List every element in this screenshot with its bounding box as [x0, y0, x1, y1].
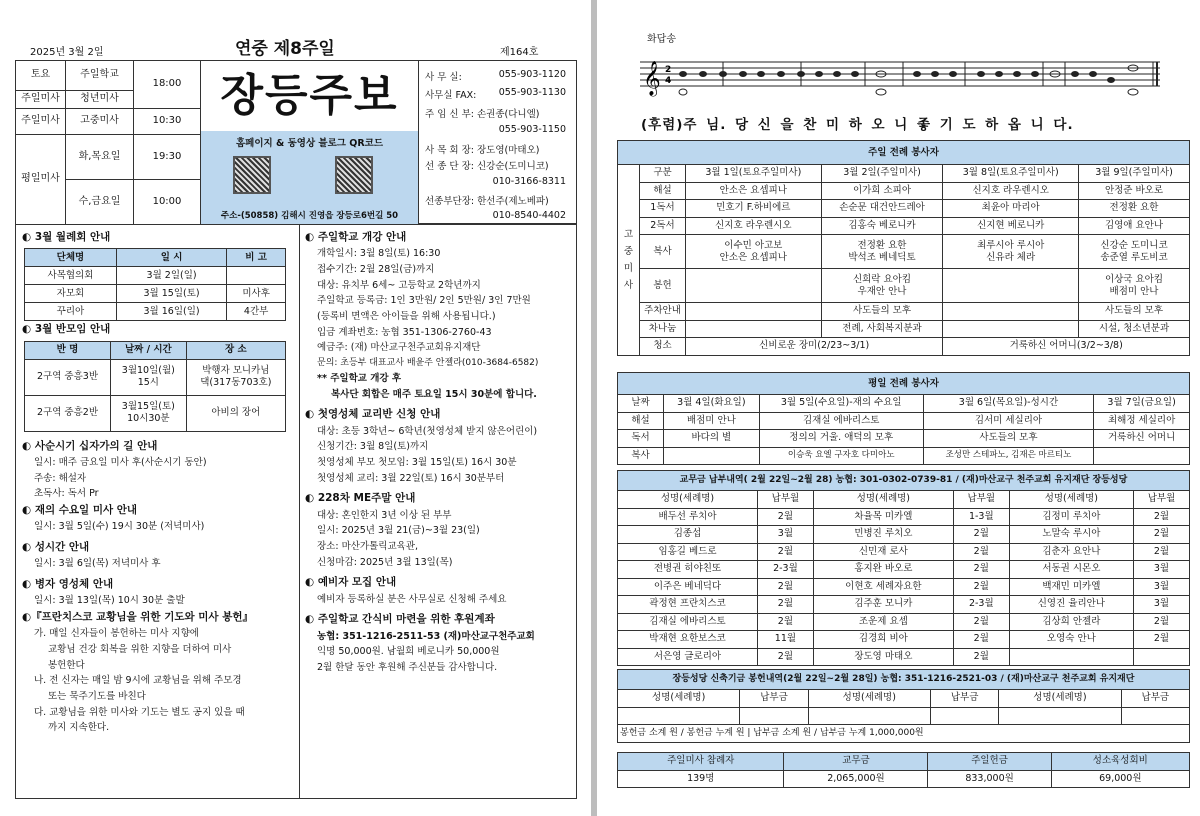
homepage-qr-icon[interactable]: [233, 156, 271, 194]
cell: 성소육성회비: [1051, 753, 1189, 771]
cell: [186, 359, 285, 395]
cell: 1-3월: [953, 508, 1009, 526]
cell: 납부금: [740, 690, 808, 708]
cell: 납부월: [757, 491, 813, 509]
cell: 김상희 안젤라: [1009, 613, 1133, 631]
cell: 2월: [953, 631, 1009, 649]
contact-label: 선종부단장: 한선주(제노베파): [425, 196, 549, 207]
cell: 2월: [1133, 543, 1189, 561]
text-line: 대상: 유치부 6세~ 고등학교 2학년까지: [317, 279, 481, 291]
contact-label: 사 목 회 장: 장도영(마태오): [425, 145, 540, 156]
cell: 성명(세례명): [999, 690, 1121, 708]
cell: 신지호 라우렌시오: [686, 217, 822, 235]
cell: [999, 707, 1121, 725]
table-row: [618, 526, 1190, 544]
snack-fund-title: ◐ 주일학교 간식비 마련을 위한 후원계좌: [305, 613, 495, 626]
cell: 3월: [757, 526, 813, 544]
cell: 자모회: [25, 285, 117, 303]
contact-value: 010-3166-8311: [492, 176, 566, 187]
cell: 3월 1일(토요주일미사): [686, 165, 822, 183]
text-line: 첫영성체 교리: 3월 22일(토) 16시 30분부터: [317, 472, 505, 484]
cell: 1독서: [640, 200, 686, 218]
place-detail: 댁(317동703호): [200, 377, 272, 389]
table-row: [618, 613, 1190, 631]
cell: 수,금요일: [66, 180, 134, 225]
cell: 노말숙 루시아: [1009, 526, 1133, 544]
cell: 김종섭: [618, 526, 758, 544]
cell: 2-3월: [953, 596, 1009, 614]
table-row: [618, 508, 1190, 526]
cell: 신희락 요아킴 우재안 안나: [821, 269, 943, 303]
cell: 3월 2일(주일미사): [821, 165, 943, 183]
cell: 시설, 청소년분과: [1079, 320, 1190, 338]
text-line: 대상: 혼인한지 3년 이상 된 부부: [317, 509, 452, 521]
cell: 복사: [618, 447, 664, 465]
time-signature: 4: [665, 76, 672, 86]
time: 10시30분: [127, 413, 170, 425]
cell: 교무금: [784, 753, 928, 771]
text-line: ** 주일학교 개강 후: [317, 372, 402, 384]
cell: 배점미 안나: [664, 412, 760, 430]
issue-number: 제164호: [500, 47, 539, 58]
right-page: [597, 0, 1200, 816]
text-line: 복사단 회합은 매주 토요일 15시 30분에 합니다.: [331, 388, 537, 400]
text-line: 일시: 2025년 3월 21(금)~3월 23(일): [317, 525, 480, 537]
way-of-cross-title: ◐ 사순시기 십자가의 길 안내: [22, 439, 158, 452]
cell: 안정준 바오로: [1079, 182, 1190, 200]
cell: 신영진 율리안나: [1009, 596, 1133, 614]
cell: 미사후: [227, 285, 286, 303]
cell: 사도들의 모후: [923, 430, 1094, 448]
cell: 3월 15일(토): [116, 285, 226, 303]
cell: 2월: [953, 648, 1009, 666]
cell: 3월 8일(토요주일미사): [943, 165, 1079, 183]
contact-info: [419, 60, 577, 224]
cell: 임홍길 베드로: [618, 543, 758, 561]
th: 단체명: [25, 249, 117, 267]
cell: 김춘자 요안나: [1009, 543, 1133, 561]
cell: 이승욱 요엘 구자호 다미아노: [759, 447, 923, 465]
cell: 최윤아 마리아: [943, 200, 1079, 218]
th: 비 고: [227, 249, 286, 267]
text-line: 익명 50,000원. 남월희 베로니카 50,000원: [317, 646, 500, 658]
place: 박행자 모니카님: [202, 365, 270, 377]
cell: 2구역 중흥3반: [25, 359, 111, 395]
pope-prayer-title: ◐『프란치스코 교황님을 위한 기도와 미사 봉헌』: [22, 610, 254, 623]
cell: 신지호 라우렌시오: [943, 182, 1079, 200]
cell: 최루시아 루시아 신유라 체라: [943, 235, 1079, 269]
table-title: 주일 전례 봉사자: [618, 141, 1190, 165]
text-line: 주송: 해설자: [34, 472, 87, 484]
cell: 2월: [953, 613, 1009, 631]
table-row: [618, 561, 1190, 579]
cell: 2월: [1133, 508, 1189, 526]
group-meeting-table: [24, 341, 286, 432]
cell: 전정환 요한 박석조 베네딕토: [821, 235, 943, 269]
cell: 고중미사: [66, 109, 134, 135]
qr-label: 홈페이지 & 동영상 블로그 QR코드: [235, 138, 384, 149]
cell: 2월: [757, 508, 813, 526]
bulletin-date: 2025년 3월 2일: [30, 47, 104, 58]
church-dues-table: [617, 470, 1190, 666]
text-line: 접수기간: 2월 28일(금)까지: [317, 263, 435, 275]
cell: 꾸리아: [25, 303, 117, 321]
cell: 홍지완 바오로: [813, 561, 953, 579]
cell: [686, 320, 822, 338]
cell: 김경희 비아: [813, 631, 953, 649]
cell: 3월: [1133, 561, 1189, 579]
holy-hour-title: ◐ 성시간 안내: [22, 540, 90, 553]
text-line: 신청마감: 2025년 3월 13일(목): [317, 556, 453, 568]
cell: 139명: [618, 770, 784, 788]
cell: 신민재 로사: [813, 543, 953, 561]
cell: 서은영 글로리아: [618, 648, 758, 666]
cell: 안소은 요셉피나: [686, 182, 822, 200]
cell: 정의의 거울. 애덕의 모후: [759, 430, 923, 448]
cell: 민호기 F.하비에르: [686, 200, 822, 218]
text-line: 일시: 매주 금요일 미사 후(사순시기 동안): [34, 456, 207, 468]
contact-label: 사 무 실:: [425, 72, 462, 83]
bulletin-logo-box: [201, 60, 419, 224]
cell: [664, 447, 760, 465]
cell: 청소: [640, 338, 686, 356]
text-line: 2월 한달 동안 후원해 주신분들 감사합니다.: [317, 661, 498, 673]
cell: 전정환 요한: [1079, 200, 1190, 218]
text-line: 입금 계좌번호: 농협 351-1306-2760-43: [317, 326, 492, 338]
cell: 2월: [757, 596, 813, 614]
table-title: 교무금 납부내역( 2월 22일~2월 28) 농협: 301-0302-0739-81 / (재)마산교구 천주교회 유지재단 장등성당: [618, 471, 1190, 491]
cell: [1121, 707, 1189, 725]
cell: 청년미사: [66, 91, 134, 109]
cell: 차나눔: [640, 320, 686, 338]
catechumen-title: ◐ 예비자 모집 안내: [305, 576, 397, 589]
responsorial-psalm-label: 화답송: [647, 34, 676, 45]
cell: 화,목요일: [66, 135, 134, 180]
cell: 10:30: [134, 109, 201, 135]
cell: [943, 320, 1079, 338]
ash-wednesday-title: ◐ 재의 수요일 미사 안내: [22, 503, 138, 516]
text-line: 초독사: 독서 Pr: [34, 488, 99, 500]
column-divider: [299, 225, 300, 798]
text-line: 문의: 초등부 대표교사 배윤주 안젤라(010-3684-6582): [317, 358, 539, 369]
qr-area: [201, 131, 418, 225]
table-row: [618, 596, 1190, 614]
cell: 서동권 시몬오: [1009, 561, 1133, 579]
cell: 박재현 요한보스코: [618, 631, 758, 649]
text-line: 일시: 3월 13일(목) 10시 30분 출발: [34, 595, 185, 607]
cell: 2월: [953, 543, 1009, 561]
monthly-meeting-table: [24, 248, 286, 321]
text-line: 예금주: (재) 마산교구천주교회유지재단: [317, 342, 481, 354]
cell: 4간부: [227, 303, 286, 321]
text-line: 또는 묵주기도를 바친다: [48, 690, 146, 702]
cell: 구분: [640, 165, 686, 183]
th: 장 소: [186, 341, 285, 359]
cell: 김영애 요안나: [1079, 217, 1190, 235]
contact-value: 010-8540-4402: [492, 210, 566, 221]
cell: 김홍숙 베로니카: [821, 217, 943, 235]
time-signature: 2: [665, 65, 672, 75]
cell: 3월 7일(금요일): [1094, 395, 1190, 413]
text-line: 예비자 등록하실 분은 사무실로 신청해 주세요: [317, 593, 507, 605]
school-opening-title: ◐ 주일학교 개강 안내: [305, 231, 407, 243]
table-row: [618, 648, 1190, 666]
announcement-columns: [15, 224, 577, 799]
cell: [930, 707, 998, 725]
cell: 바다의 별: [664, 430, 760, 448]
contact-value: 055-903-1150: [498, 124, 566, 135]
video-blog-qr-icon[interactable]: [335, 156, 373, 194]
text-line: 다. 교황님을 위한 미사와 기도는 별도 공지 있을 때: [34, 706, 245, 718]
cell: 사도들의 모후: [821, 303, 943, 321]
contact-label: 사무실 FAX:: [425, 90, 477, 101]
cell: [740, 707, 808, 725]
cell: 해설: [618, 412, 664, 430]
cell: 성명(세례명): [813, 491, 953, 509]
text-line: 첫영성체 부모 첫모임: 3월 15일(토) 16시 30분: [317, 456, 517, 468]
cell: 69,000원: [1051, 770, 1189, 788]
cell: 백재민 미카엘: [1009, 578, 1133, 596]
top-info-box: [15, 60, 577, 224]
cell: 이가희 소피아: [821, 182, 943, 200]
cell: [227, 267, 286, 285]
th: 일 시: [116, 249, 226, 267]
cell: 곽정현 프란치스코: [618, 596, 758, 614]
cell: 18:00: [134, 61, 201, 109]
cell: 납부월: [1133, 491, 1189, 509]
cell: [618, 707, 740, 725]
me-weekend-title: ◐ 228차 ME주말 안내: [305, 492, 416, 505]
cell: 10:00: [134, 180, 201, 225]
treble-clef-icon: 𝄞: [643, 61, 661, 96]
table-row: [618, 543, 1190, 561]
table-row: [618, 631, 1190, 649]
cell: 11월: [757, 631, 813, 649]
text-line: 주일학교 등록금: 1인 3만원/ 2인 5만원/ 3인 7만원: [317, 295, 531, 307]
table-title: 장등성당 신축기금 봉헌내역(2월 22일~2월 28일) 농협: 351-1216-2521-03 / (재)마산교구 천주교회 유지재단: [618, 670, 1190, 690]
cell: 주차안내: [640, 303, 686, 321]
cell: 독서: [618, 430, 664, 448]
sunday-servers-table: [617, 140, 1190, 356]
date: 3월15일(토): [121, 401, 175, 413]
cell: 이현호 세례자요한: [813, 578, 953, 596]
cell: 2월: [757, 543, 813, 561]
cell: 성명(세례명): [808, 690, 930, 708]
cell: [808, 707, 930, 725]
cell: 사목협의회: [25, 267, 117, 285]
cell: 주일학교: [66, 61, 134, 91]
cell: 장도영 마태오: [813, 648, 953, 666]
cell: 주일미사 참례자: [618, 753, 784, 771]
cell: 납부월: [953, 491, 1009, 509]
contact-label: 주 임 신 부: 손권종(다니엘): [425, 109, 540, 120]
cell: [1009, 648, 1133, 666]
cell: 주일헌금: [928, 753, 1051, 771]
cell: 전례, 사회복지분과: [821, 320, 943, 338]
cell: 2-3월: [757, 561, 813, 579]
cell: 손순문 대건안드레아: [821, 200, 943, 218]
cell: 3월: [1133, 596, 1189, 614]
cell: 성명(세례명): [618, 491, 758, 509]
middle-column: [305, 229, 573, 676]
building-fund-table: [617, 669, 1190, 743]
cell: 신비로운 장미(2/23~3/1): [686, 338, 943, 356]
cell: 신강순 도미니코 송준열 루도비코: [1079, 235, 1190, 269]
text-line: 일시: 3월 6일(목) 저녁미사 후: [34, 558, 161, 570]
cell: 최해정 세실리아: [1094, 412, 1190, 430]
cell: 833,000원: [928, 770, 1051, 788]
cell: 3월 16일(일): [116, 303, 226, 321]
group-meeting-title: ◐ 3월 반모임 안내: [22, 323, 111, 336]
cell: 김서미 세실리아: [923, 412, 1094, 430]
cell: 아비의 장어: [186, 395, 285, 431]
cell: 평일미사: [16, 135, 66, 225]
text-line: 농협: 351-1216-2511-53 (재)마산교구천주교회: [317, 630, 535, 642]
page-title: 연중 제8주일: [235, 39, 335, 59]
cell: [111, 359, 187, 395]
contact-value: 055-903-1130: [498, 87, 566, 98]
music-staff: [635, 48, 1165, 104]
cell: [943, 269, 1079, 303]
cell: 성명(세례명): [618, 690, 740, 708]
text-line: 일시: 3월 5일(수) 19시 30분 (저녁미사): [34, 521, 205, 533]
cell: 거룩하신 어머니: [1094, 430, 1190, 448]
cell: 주일미사: [16, 109, 66, 135]
cell: [686, 269, 822, 303]
cell: 이수민 아고보 안소은 요셉피나: [686, 235, 822, 269]
text-line: 개학일시: 3월 8일(토) 16:30: [317, 248, 441, 260]
text-line: 가. 매일 신자들이 봉헌하는 미사 지향에: [34, 628, 199, 640]
text-line: 나. 전 신자는 매일 밤 9시에 교황님을 위해 주모경: [34, 675, 242, 687]
cell: 김정미 루치아: [1009, 508, 1133, 526]
cell: 2월: [1133, 526, 1189, 544]
first-communion-title: ◐ 첫영성체 교리반 신청 안내: [305, 408, 441, 421]
dues-rows: [618, 508, 1190, 666]
cell: [943, 303, 1079, 321]
contact-value: 055-903-1120: [498, 69, 566, 80]
mass-schedule-table: [15, 60, 201, 225]
contact-label: 선 종 단 장: 신강순(도미니코): [425, 161, 549, 172]
date: 3월10일(월): [121, 365, 175, 377]
side-label: 고 중 미 사: [618, 165, 640, 356]
cell: 19:30: [134, 135, 201, 180]
table-row: [618, 578, 1190, 596]
cell: 납부금: [930, 690, 998, 708]
cell: 이주은 베네딕다: [618, 578, 758, 596]
cell: 3월 6일(목요일)-성시간: [923, 395, 1094, 413]
table-title: 평일 전례 봉사자: [618, 373, 1190, 395]
cell: 주일미사: [16, 91, 66, 109]
monthly-meeting-title: ◐ 3월 월례회 안내: [22, 231, 111, 243]
cell: 2월: [953, 561, 1009, 579]
bulletin-logo: 장등주보: [201, 61, 418, 131]
cell: 조성만 스테파노, 김재은 마르티노: [923, 447, 1094, 465]
text-line: 장소: 마산가톨릭교육관,: [317, 540, 419, 552]
weekday-servers-table: [617, 372, 1190, 465]
cell: 3월 5일(수요일)-재의 수요일: [759, 395, 923, 413]
cell: 김재실 에바리스토: [759, 412, 923, 430]
cell: [111, 395, 187, 431]
cell: 민병진 루치오: [813, 526, 953, 544]
cell: 김재실 에바리스토: [618, 613, 758, 631]
text-line: 봉헌한다: [48, 659, 85, 671]
cell: 2월: [1133, 631, 1189, 649]
th: 반 명: [25, 341, 111, 359]
church-address: 주소-(50858) 김해시 진영읍 장등로6번길 50: [220, 211, 399, 221]
refrain-lyric: (후렴)주 님. 당 신 을 찬 미 하 오 니 좋 기 도 하 옵 니 다.: [641, 117, 1074, 133]
cell: [1094, 447, 1190, 465]
cell: [1133, 648, 1189, 666]
cell: [686, 303, 822, 321]
cell: 2월: [953, 578, 1009, 596]
cell: 2월: [757, 578, 813, 596]
cell: 복사: [640, 235, 686, 269]
cell: 2월: [1133, 613, 1189, 631]
sick-communion-title: ◐ 병자 영성체 안내: [22, 577, 114, 590]
text-line: 교황님 건강 회복을 위한 지향을 더하여 미사: [48, 643, 232, 655]
cell: 3월 9일(주일미사): [1079, 165, 1190, 183]
cell: 토요: [16, 61, 66, 91]
cell: 3월: [1133, 578, 1189, 596]
cell: 김주훈 모니카: [813, 596, 953, 614]
cell: 배두선 루치아: [618, 508, 758, 526]
cell: 2독서: [640, 217, 686, 235]
cell: 거룩하신 어머니(3/2~3/8): [943, 338, 1190, 356]
cell: 성명(세례명): [1009, 491, 1133, 509]
cell: 2월: [953, 526, 1009, 544]
text-line: 까지 지속한다.: [48, 722, 110, 734]
cell: 해설: [640, 182, 686, 200]
cell: 2월: [757, 613, 813, 631]
cell: 오영숙 안나: [1009, 631, 1133, 649]
cell: 날짜: [618, 395, 664, 413]
text-line: (등록비 면액은 아이들을 위해 사용됩니다.): [317, 311, 496, 322]
left-column: [22, 229, 294, 736]
bulletin-header: [10, 34, 570, 58]
cell: 2구역 중흥2반: [25, 395, 111, 431]
cell: 조운제 요셉: [813, 613, 953, 631]
cell: 신지현 베로니카: [943, 217, 1079, 235]
cell: 2,065,000원: [784, 770, 928, 788]
cell: 2월: [757, 648, 813, 666]
cell: 봉헌: [640, 269, 686, 303]
cell: 사도들의 모후: [1079, 303, 1190, 321]
cell: 차율목 미카엘: [813, 508, 953, 526]
building-fund-total: 봉헌금 소계 원 / 봉헌금 누계 원 | 납부금 소계 원 / 납부금 누계 1,000,000원: [618, 725, 1190, 743]
text-line: 대상: 초등 3학년~ 6학년(첫영성체 받지 않은어린이): [317, 425, 538, 437]
text-line: 신청기간: 3월 8일(토)까지: [317, 441, 429, 453]
time: 15시: [137, 377, 159, 389]
cell: 3월 4일(화요일): [664, 395, 760, 413]
cell: 전병권 히야친또: [618, 561, 758, 579]
summary-table: [617, 752, 1190, 788]
cell: 3월 2일(일): [116, 267, 226, 285]
th: 날짜 / 시간: [111, 341, 187, 359]
cell: 납부금: [1121, 690, 1189, 708]
left-page: [0, 0, 591, 816]
cell: 이상국 요아킴 배점미 안나: [1079, 269, 1190, 303]
